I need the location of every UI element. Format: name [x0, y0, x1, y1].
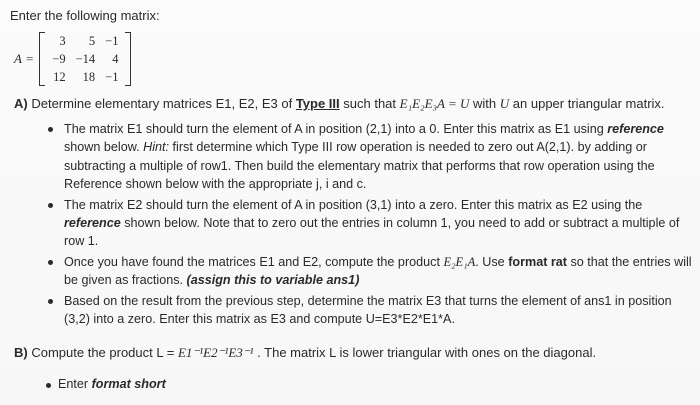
bullet-text: . Use: [475, 254, 505, 269]
bullet-text: so that the entries will be given as fractions.: [64, 254, 692, 288]
bullet-text: Based on the result from the previous step, determine the matrix E3 that turns the element of ans1 in position (3,2) into a zero. Enter this matrix as E3 and compute U=E3*E2*E1*A.: [64, 293, 672, 327]
matrix-cell: −14: [75, 51, 96, 66]
bullet-icon: [46, 383, 51, 388]
bullet-code: j, i and c.: [316, 177, 367, 192]
section-a-text: such that: [343, 96, 397, 111]
section-a-label: A): [14, 96, 28, 111]
bullet-text: Once you have found the matrices E1 and E2, compute the product: [64, 254, 440, 269]
section-a: [14, 96, 665, 112]
matrix-a: [14, 30, 131, 88]
section-b-product: E1⁻¹E2⁻¹E3⁻¹: [177, 345, 254, 360]
list-item: [42, 292, 697, 329]
bullet-text: first determine which Type III row operation is needed to zero out A(2,1). by adding or subtracting a multiple of row1. Then build the elementary matrix that performs that row operation using the Reference shown below with the appropriate: [64, 140, 655, 192]
section-a-u: U: [499, 96, 510, 111]
bullet-text: The matrix E1 should turn the element of A in position (2,1) into a 0. Enter this matrix as E1 using: [64, 122, 604, 136]
bullet-icon: [48, 260, 53, 265]
matrix-cell: 4: [112, 51, 119, 66]
bullet-icon: [48, 127, 53, 132]
section-a-text: an upper triangular matrix.: [512, 96, 665, 111]
section-a-equation: E₁E₂E₃A = U: [399, 96, 470, 111]
matrix-equals: =: [25, 51, 34, 66]
matrix-row: [47, 50, 123, 68]
bullet-icon: [48, 299, 53, 304]
matrix-name: A: [14, 51, 22, 66]
matrix-brackets: [39, 32, 131, 86]
intro-text: Enter the following matrix:: [10, 8, 160, 23]
bullet-text: shown below. Note that to zero out the entries in column 1, you need to add or subtract a multiple of row 1.: [64, 216, 680, 249]
list-item: [42, 196, 697, 251]
bullet-emphasis: format rat: [508, 254, 567, 269]
list-item: [42, 120, 697, 194]
bullet-text: Enter: [58, 377, 89, 391]
hint-label: Hint:: [143, 140, 170, 155]
list-item: [42, 253, 697, 290]
bullet-text: shown below.: [64, 140, 140, 155]
matrix-row: [47, 68, 123, 86]
section-a-text: Determine elementary matrices E1, E2, E3 of: [31, 96, 293, 111]
list-item: [58, 377, 166, 391]
matrix-label: [14, 51, 33, 67]
type-iii-link: Type III: [295, 96, 340, 111]
matrix-cell: −1: [105, 33, 119, 48]
instruction-list: [42, 120, 697, 330]
bullet-emphasis: reference: [607, 122, 664, 136]
matrix-cell: 12: [53, 69, 66, 84]
section-b-label: B): [14, 345, 28, 360]
matrix-row: [47, 32, 123, 50]
bullet-emphasis: (assign this to variable ans1): [186, 273, 360, 288]
bullet-icon: [48, 203, 53, 208]
matrix-table: [47, 32, 123, 86]
section-b-text: . The matrix L is lower triangular with ones on the diagonal.: [257, 345, 597, 360]
bullet-emphasis: reference: [64, 216, 121, 231]
matrix-cell: 3: [59, 33, 66, 48]
section-a-text: with: [473, 96, 497, 111]
matrix-cell: −1: [105, 69, 119, 84]
section-b: [14, 345, 596, 361]
bullet-emphasis: format short: [91, 377, 166, 391]
bullet-text: The matrix E2 should turn the element of A in position (3,1) into a zero. Enter this matrix as E2 using the: [64, 197, 643, 212]
matrix-cell: 5: [88, 33, 96, 48]
matrix-cell: −9: [52, 51, 66, 66]
matrix-cell: 18: [82, 69, 96, 84]
bullet-equation: E₂E₁A: [443, 254, 476, 269]
section-b-text: Compute the product L =: [31, 345, 175, 360]
